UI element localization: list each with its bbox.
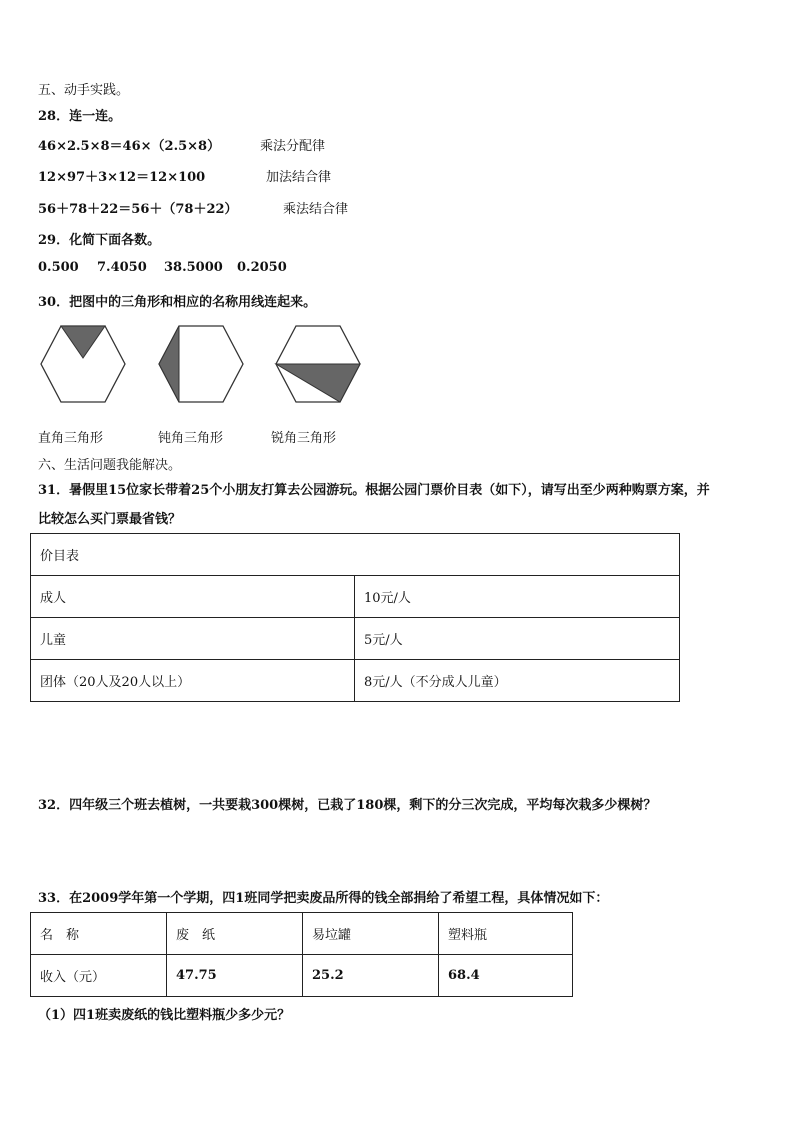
q33-text: 33．在2009学年第一个学期，四1班同学把卖废品所得的钱全部捐给了希望工程，具体情况如下： xyxy=(38,891,609,906)
q29-number-4: 0.2050 xyxy=(237,260,287,275)
table-row xyxy=(31,660,680,702)
q28-left-2: 12×97＋3×12＝12×100 xyxy=(38,170,206,185)
section-5-heading: 五、动手实践。 xyxy=(38,83,130,98)
table-row xyxy=(31,618,680,660)
q28-right-2: 加法结合律 xyxy=(266,170,332,185)
hexagon-figure-obtuse-triangle xyxy=(157,324,245,404)
q30-label-acute-triangle: 锐角三角形 xyxy=(271,431,337,446)
income-cell: 47.75 xyxy=(167,955,303,997)
income-header: 废 纸 xyxy=(167,913,303,955)
q28-left-1: 46×2.5×8＝46×（2.5×8） xyxy=(38,139,221,154)
q32-text: 32．四年级三个班去植树，一共要栽300棵树，已栽了180棵，剩下的分三次完成，平均每次栽多少棵树？ xyxy=(38,798,657,813)
table-row xyxy=(31,913,573,955)
q30-label-right-triangle: 直角三角形 xyxy=(38,431,104,446)
section-6-heading: 六、生活问题我能解决。 xyxy=(38,458,182,473)
q29-title: 29．化简下面各数。 xyxy=(38,233,161,248)
price-table xyxy=(30,533,680,702)
q28-right-1: 乘法分配律 xyxy=(260,139,326,154)
income-header: 易垃罐 xyxy=(303,913,439,955)
q29-number-2: 7.4050 xyxy=(97,260,147,275)
q33-sub1: （1）四1班卖废纸的钱比塑料瓶少多少元？ xyxy=(38,1008,291,1023)
q28-title: 28．连一连。 xyxy=(38,109,122,124)
table-row xyxy=(31,576,680,618)
price-row-value: 8元/人（不分成人儿童） xyxy=(355,660,680,702)
q28-left-3: 56＋78＋22＝56＋（78＋22） xyxy=(38,202,238,217)
income-cell: 68.4 xyxy=(439,955,573,997)
q29-number-1: 0.500 xyxy=(38,260,79,275)
q31-text-line1: 31．暑假里15位家长带着25个小朋友打算去公园游玩。根据公园门票价目表（如下），请写出至少两种购票方案，并 xyxy=(38,483,710,498)
price-row-value: 5元/人 xyxy=(355,618,680,660)
price-table-title: 价目表 xyxy=(31,534,680,576)
table-row xyxy=(31,955,573,997)
q28-right-3: 乘法结合律 xyxy=(283,202,349,217)
price-row-value: 10元/人 xyxy=(355,576,680,618)
price-row-name: 团体（20人及20人以上） xyxy=(31,660,355,702)
price-row-name: 儿童 xyxy=(31,618,355,660)
income-cell: 25.2 xyxy=(303,955,439,997)
table-row xyxy=(31,534,680,576)
income-header: 塑料瓶 xyxy=(439,913,573,955)
income-header: 名 称 xyxy=(31,913,167,955)
income-cell: 收入（元） xyxy=(31,955,167,997)
income-table xyxy=(30,912,573,997)
price-row-name: 成人 xyxy=(31,576,355,618)
q31-text-line2: 比较怎么买门票最省钱？ xyxy=(38,512,182,527)
q30-label-obtuse-triangle: 钝角三角形 xyxy=(158,431,224,446)
hexagon-figure-right-triangle xyxy=(39,324,127,404)
q29-number-3: 38.5000 xyxy=(164,260,223,275)
hexagon-figure-acute-triangle xyxy=(274,324,362,404)
q30-title: 30．把图中的三角形和相应的名称用线连起来。 xyxy=(38,295,317,310)
